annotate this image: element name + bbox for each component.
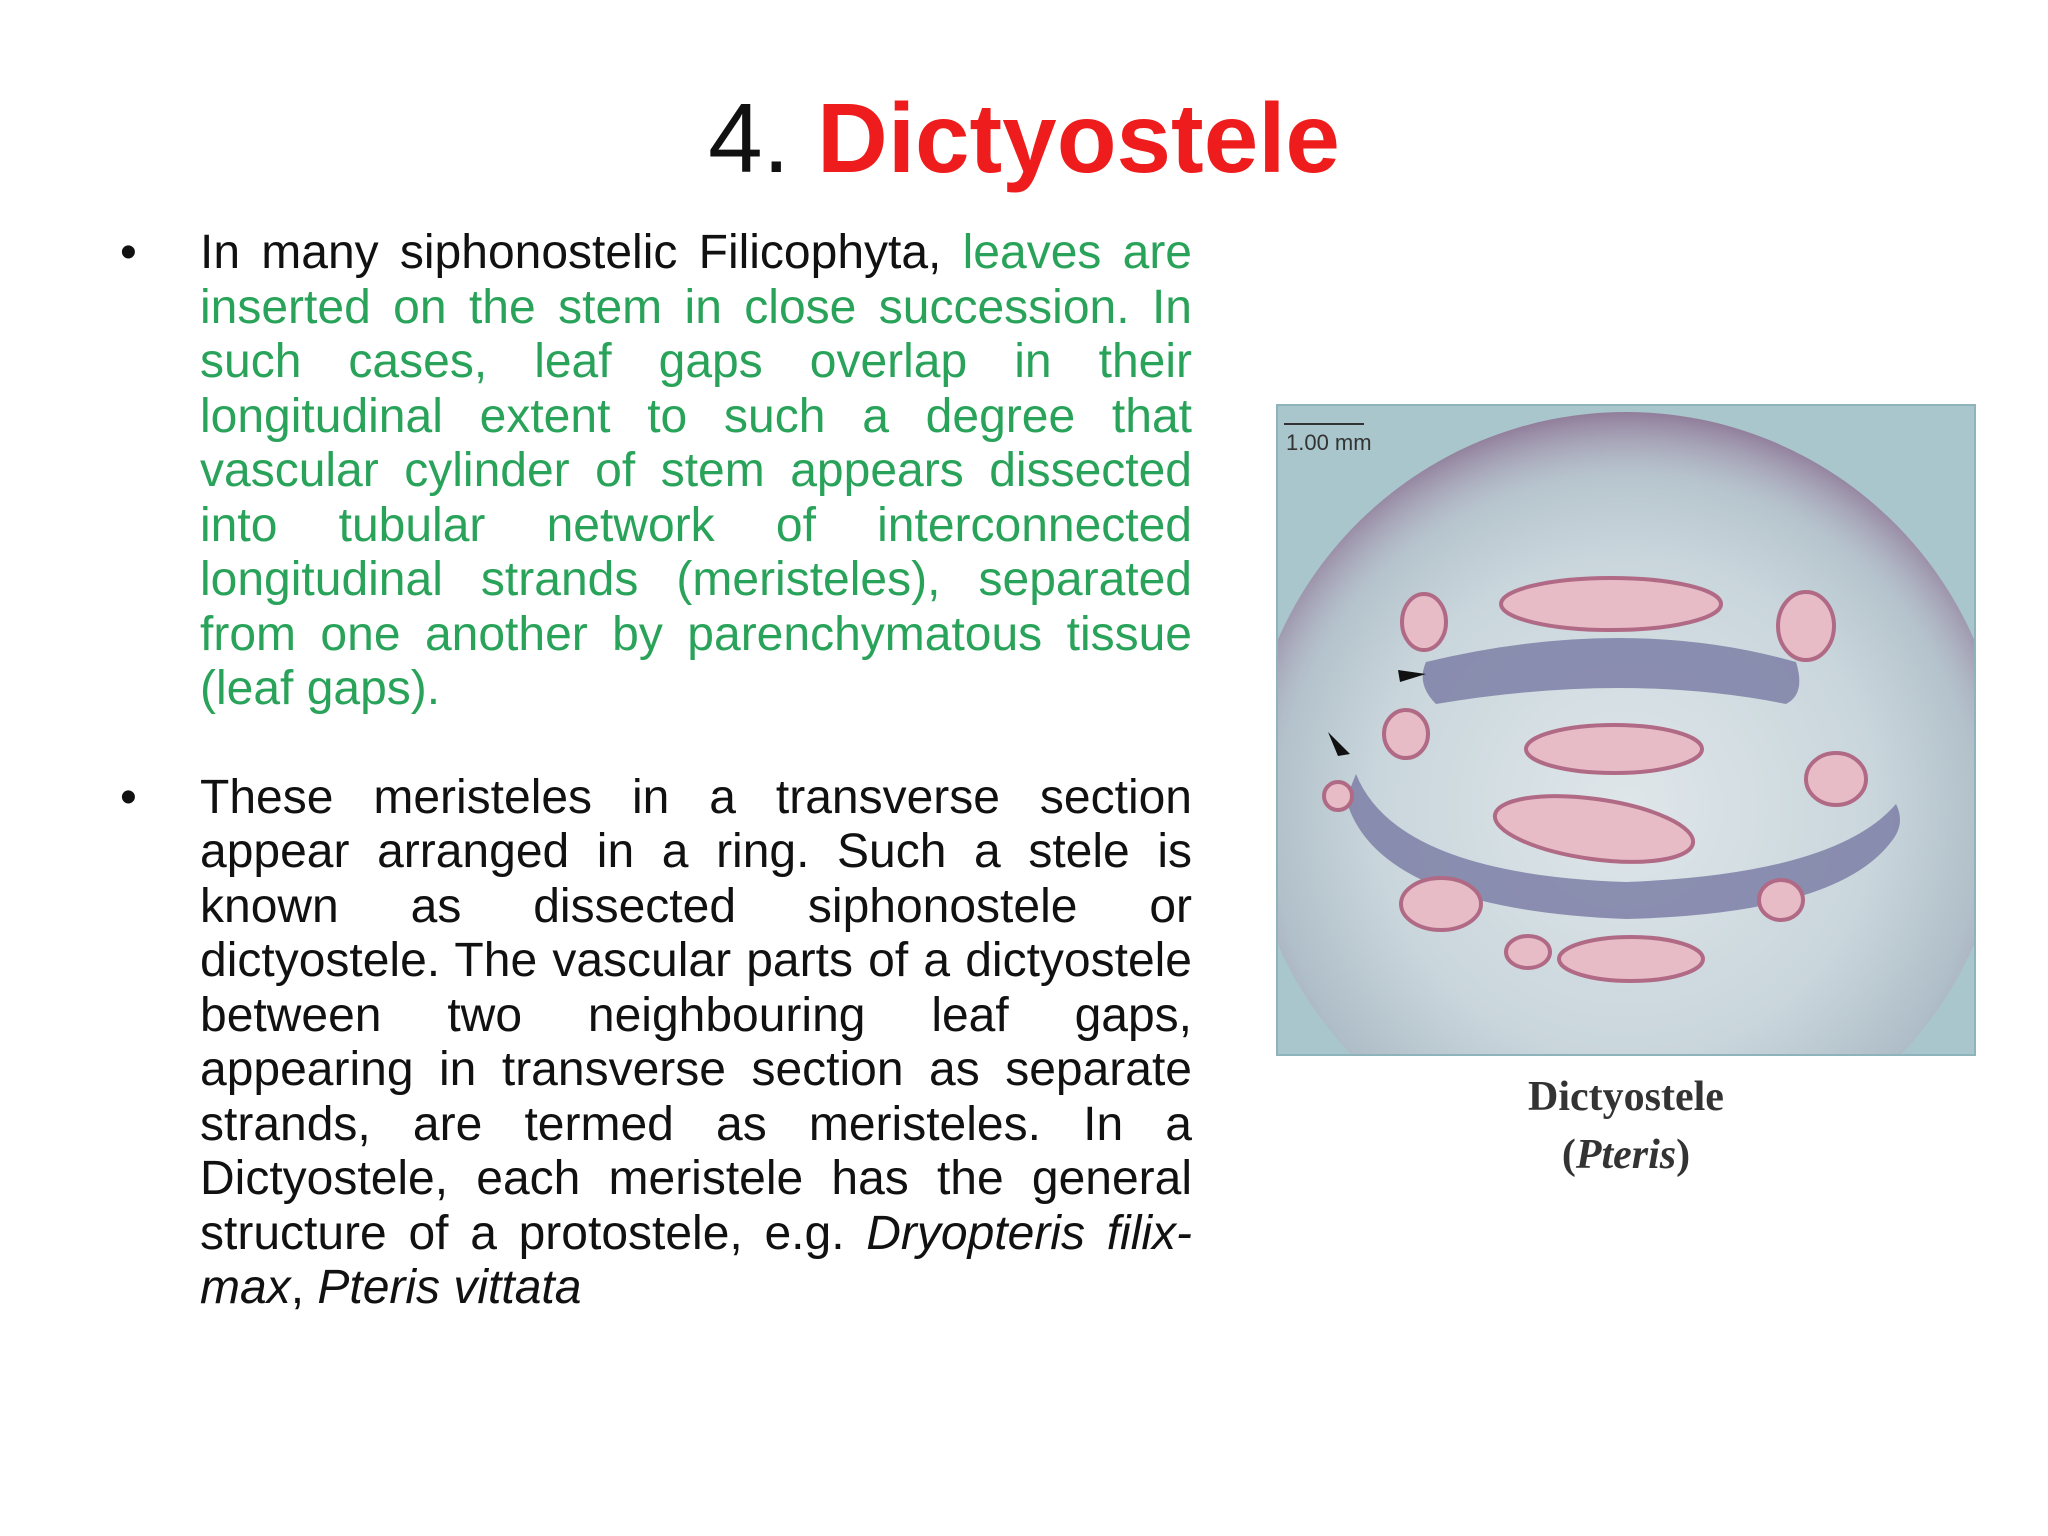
figure-caption [1276,1068,1976,1184]
bullet-1 [120,226,1192,717]
caption-title: Dictyostele [1528,1074,1724,1120]
title-number: 4. [708,83,790,193]
bullet-dot-icon: • [120,770,137,824]
dictyostele-figure [1276,404,1976,1184]
caption-open-paren: ( [1561,1132,1576,1178]
species-pteris: Pteris vittata [317,1261,582,1314]
species-separator: , [290,1261,318,1314]
bullet-list [120,226,1192,1316]
bullet-dot-icon: • [120,226,137,279]
bullet-2-text: These meristeles in a transverse section appear arranged in a ring. Such a stele is known as dissected siphonostele or dictyostele. The vascular parts of a dictyostele between two neighbouring leaf gaps, appearing in transverse section as separate strands, are termed as meristeles. In a Dictyostele, each meristele has the general structure of a protostele, e.g. [200,770,1192,1260]
caption-close-paren: ) [1676,1132,1691,1178]
scale-label: 1.00 mm [1286,430,1372,455]
species-dryopteris: Dryopteris filix-max [200,1206,1192,1314]
stem-cross-section-image [1276,404,1976,1056]
bullet-2 [120,771,1192,1316]
bullet-1-highlight: leaves are inserted on the stem in close succession. In such cases, leaf gaps overlap in their longitudinal extent to such a degree that vascular cylinder of stem appears dissected into tubular network of interconnected longitudinal strands (meristeles), separated from one another by parenchymatous tissue (leaf gaps). [200,226,1193,715]
caption-genus: Pteris [1575,1132,1677,1178]
title-word: Dictyostele [817,83,1340,193]
slide-title [0,78,2048,198]
bullet-1-lead: In many siphonostelic Filicophyta, [200,226,963,279]
caption-genus-line [1276,1126,1976,1184]
